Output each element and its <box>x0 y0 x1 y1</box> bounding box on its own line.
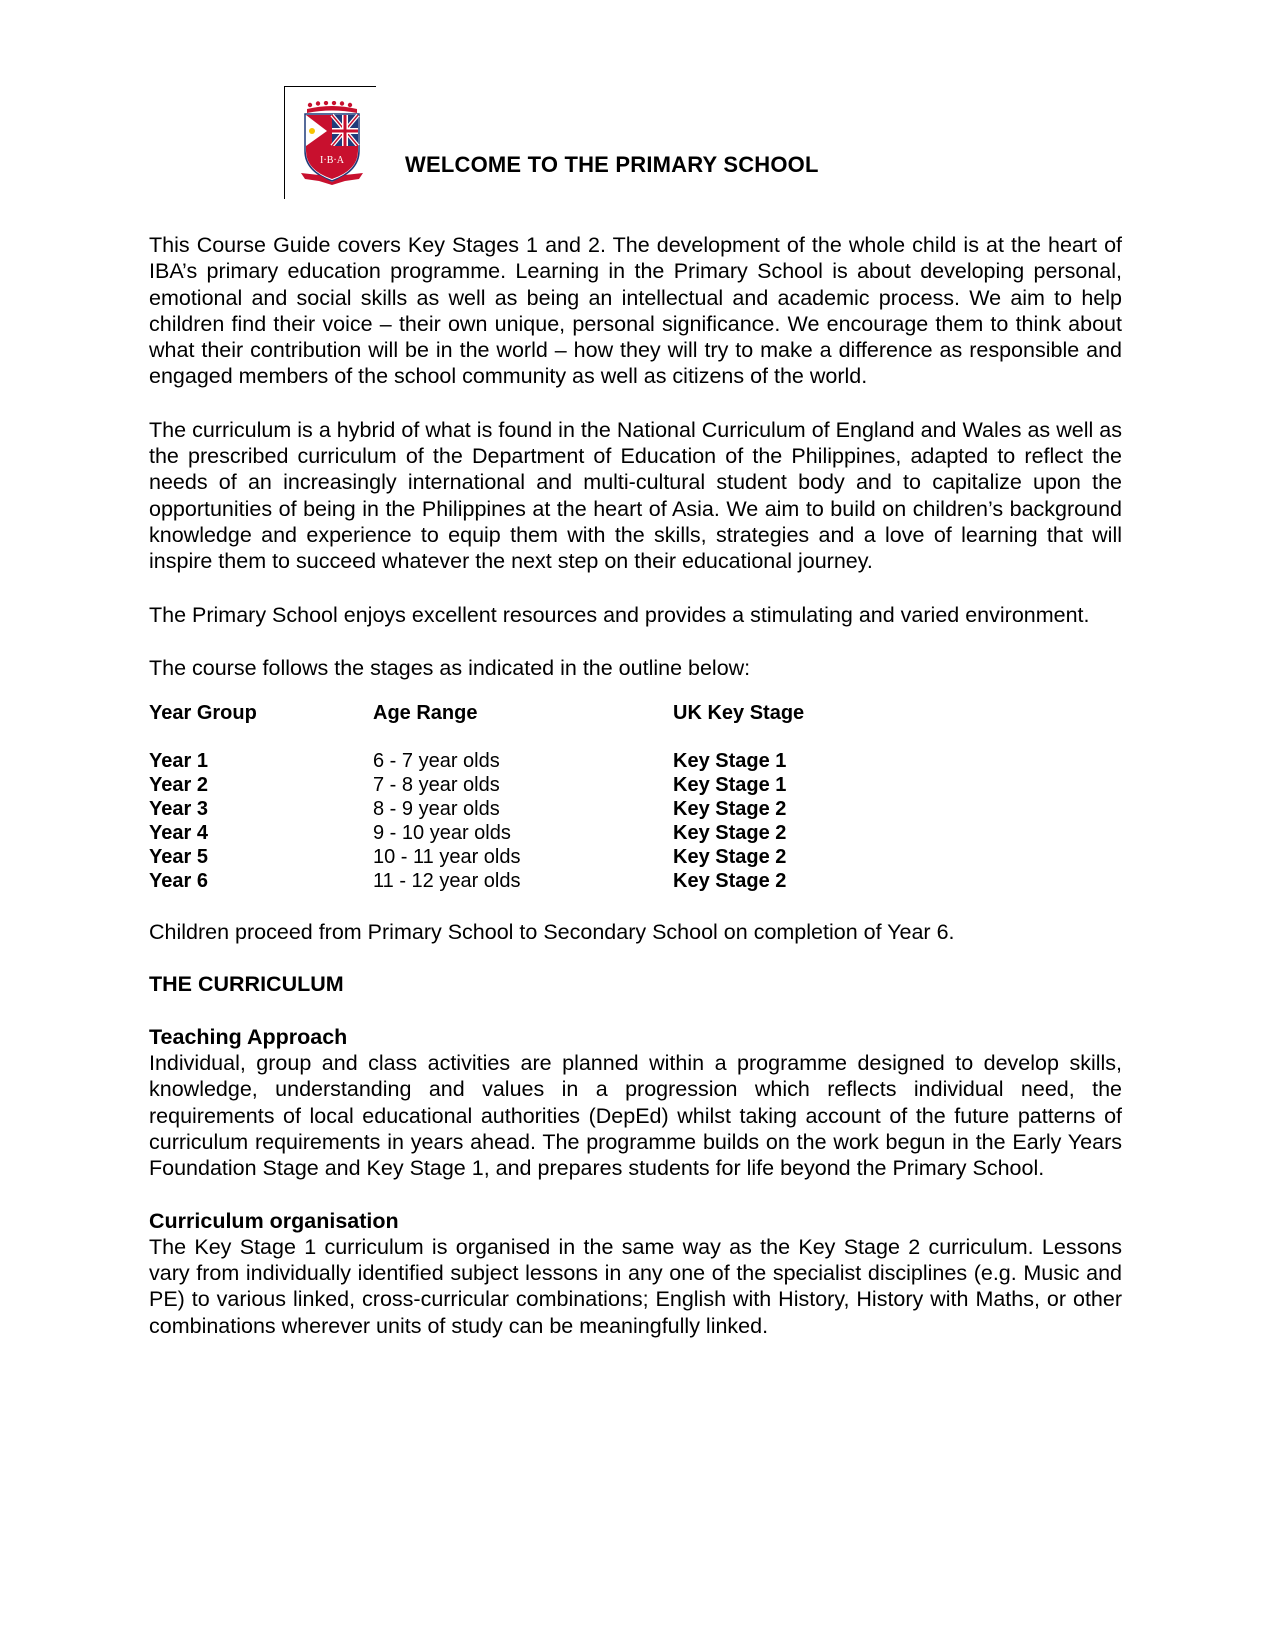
table-row <box>149 869 933 893</box>
after-table-paragraph: Children proceed from Primary School to Secondary School on completion of Year 6. <box>149 920 955 945</box>
age-cell: 8 - 9 year olds <box>373 798 500 821</box>
age-cell: 11 - 12 year olds <box>373 870 521 893</box>
logo-frame <box>284 86 376 199</box>
year-cell: Year 6 <box>149 870 208 893</box>
table-row <box>149 797 933 821</box>
page-title: WELCOME TO THE PRIMARY SCHOOL <box>405 152 819 177</box>
curriculum-organisation-paragraph: The Key Stage 1 curriculum is organised in the same way as the Key Stage 2 curriculum. Lessons vary from individually identified subject lessons in any one of the specialist disciplines (e.g. Music and PE) to various linked, cross-curricular combinations; English with History, History with Maths, or other combinations wherever units of study can be meaningfully linked. <box>149 1234 1122 1338</box>
table-row <box>149 821 933 845</box>
document-body <box>149 232 1122 1339</box>
age-cell: 6 - 7 year olds <box>373 750 500 773</box>
teaching-approach-paragraph: Individual, group and class activities are planned within a programme designed to develop skills, knowledge, understanding and values in a progression which reflects individual need, the requirements of local educational authorities (DepEd) whilst taking account of the future patterns of curriculum requirements in years ahead. The programme builds on the work begun in the Early Years Foundation Stage and Key Stage 1, and prepares students for life beyond the Primary School. <box>149 1051 1122 1181</box>
stage-cell: Key Stage 1 <box>673 774 787 797</box>
age-cell: 7 - 8 year olds <box>373 774 500 797</box>
table-header-row <box>149 701 933 749</box>
stage-cell: Key Stage 2 <box>673 846 787 869</box>
table-header-age-range: Age Range <box>373 702 478 725</box>
stage-cell: Key Stage 2 <box>673 798 787 821</box>
year-cell: Year 2 <box>149 774 208 797</box>
curriculum-organisation-heading: Curriculum organisation <box>149 1208 399 1233</box>
stages-table <box>149 701 933 893</box>
intro-paragraph-3: The Primary School enjoys excellent resources and provides a stimulating and varied environment. <box>149 602 1090 627</box>
stage-cell: Key Stage 1 <box>673 750 787 773</box>
table-row <box>149 773 933 797</box>
document-header <box>284 86 884 200</box>
table-header-key-stage: UK Key Stage <box>673 702 805 725</box>
table-header-year-group: Year Group <box>149 702 257 725</box>
stage-cell: Key Stage 2 <box>673 870 787 893</box>
intro-paragraph-2: The curriculum is a hybrid of what is found in the National Curriculum of England and Wales as well as the prescribed curriculum of the Department of Education of the Philippines, adapted to reflect the needs of an increasingly international and multi-cultural student body and to capitalize upon the opportunities of being in the Philippines at the heart of Asia. We aim to build on children’s background knowledge and experience to equip them with the skills, strategies and a love of learning that will inspire them to succeed whatever the next step on their educational journey. <box>149 417 1122 574</box>
age-cell: 9 - 10 year olds <box>373 822 511 845</box>
intro-paragraph-4: The course follows the stages as indicated in the outline below: <box>149 655 751 680</box>
table-row <box>149 845 933 869</box>
year-cell: Year 1 <box>149 750 208 773</box>
logo-text: I·B·A <box>320 155 344 166</box>
year-cell: Year 5 <box>149 846 208 869</box>
stage-cell: Key Stage 2 <box>673 822 787 845</box>
age-cell: 10 - 11 year olds <box>373 846 521 869</box>
teaching-approach-heading: Teaching Approach <box>149 1024 348 1049</box>
curriculum-heading: THE CURRICULUM <box>149 972 344 997</box>
intro-paragraph-1: This Course Guide covers Key Stages 1 and 2. The development of the whole child is at the heart of IBA’s primary education programme. Learning in the Primary School is about developing personal, emotional and social skills as well as being an intellectual and academic process. We aim to help children find their voice – their own unique, personal significance. We encourage them to think about what their contribution will be in the world – how they will try to make a difference as responsible and engaged members of the school community as well as citizens of the world. <box>149 233 1122 389</box>
table-row <box>149 749 933 773</box>
year-cell: Year 3 <box>149 798 208 821</box>
school-crest-logo <box>299 101 365 185</box>
year-cell: Year 4 <box>149 822 208 845</box>
